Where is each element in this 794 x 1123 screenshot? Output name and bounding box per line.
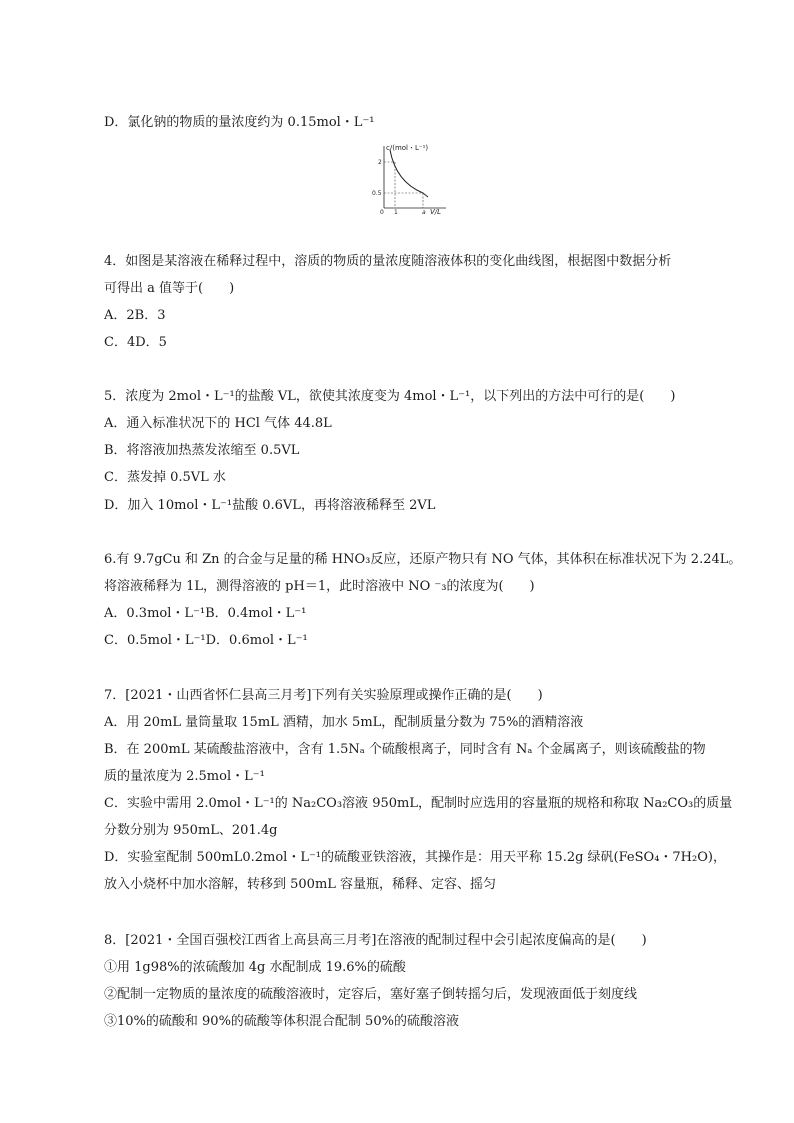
q4-options-cd: C．4D．5 (104, 335, 167, 350)
q6-options-ab: A．0.3mol・L⁻¹B．0.4mol・L⁻¹ (104, 606, 307, 621)
concentration-volume-graph (366, 142, 450, 216)
q8-stem: 8．[2021・全国百强校江西省上高县高三月考]在溶液的配制过程中会引起浓度偏高的是( ) (104, 933, 647, 948)
q8-statement-2: ②配制一定物质的量浓度的硫酸溶液时，定容后，塞好塞子倒转摇匀后，发现液面低于刻度线 (104, 987, 638, 1002)
dilution-curve (390, 150, 428, 197)
q5-option-b: B．将溶液加热蒸发浓缩至 0.5VL (104, 443, 300, 458)
q3-option-d: D．氯化钠的物质的量浓度约为 0.15mol・L⁻¹ (104, 115, 375, 130)
y-tick-0.5: 0.5 (372, 190, 382, 197)
q5-stem: 5．浓度为 2mol・L⁻¹的盐酸 VL，欲使其浓度变为 4mol・L⁻¹，以下列出的方法中可行的是( ) (104, 389, 676, 404)
q5-option-d: D．加入 10mol・L⁻¹盐酸 0.6VL，再将溶液稀释至 2VL (104, 498, 436, 513)
q4-options-ab: A．2B．3 (104, 308, 166, 323)
q5-option-a: A．通入标准状况下的 HCl 气体 44.8L (104, 416, 332, 431)
y-axis-label: c/(mol・L⁻¹) (386, 144, 429, 152)
q7-option-d-line1: D．实验室配制 500mL0.2mol・L⁻¹的硫酸亚铁溶液，其操作是：用天平称 15.2g 绿矾(FeSO₄・7H₂O)， (104, 850, 726, 865)
q8-statement-3: ③10%的硫酸和 90%的硫酸等体积混合配制 50%的硫酸溶液 (104, 1014, 459, 1029)
x-tick-0: 0 (380, 209, 384, 216)
q7-stem: 7．[2021・山西省怀仁县高三月考]下列有关实验原理或操作正确的是( ) (104, 688, 543, 703)
q8-statement-1: ①用 1g98%的浓硫酸加 4g 水配制成 19.6%的硫酸 (104, 960, 406, 975)
q4-stem-line2: 可得出 a 值等于( ) (104, 281, 235, 296)
q7-option-c-line2: 分数分别为 950mL、201.4g (104, 823, 278, 838)
q6-stem-line1: 6.有 9.7gCu 和 Zn 的合金与足量的稀 HNO₃反应，还原产物只有 NO 气体，其体积在标准状况下为 2.24L。 (104, 552, 742, 567)
q7-option-c-line1: C．实验中需用 2.0mol・L⁻¹的 Na₂CO₃溶液 950mL，配制时应选用的容量瓶的规格和称取 Na₂CO₃的质量 (104, 796, 733, 811)
y-tick-2: 2 (378, 159, 382, 166)
x-tick-1: 1 (394, 209, 398, 216)
q7-option-b-line2: 质的量浓度为 2.5mol・L⁻¹ (104, 769, 265, 784)
x-axis-label: V/L (430, 208, 442, 216)
q7-option-d-line2: 放入小烧杯中加水溶解，转移到 500mL 容量瓶，稀释、定容、摇匀 (104, 877, 497, 892)
q6-options-cd: C．0.5mol・L⁻¹D．0.6mol・L⁻¹ (104, 633, 308, 648)
q5-option-c: C．蒸发掉 0.5VL 水 (104, 470, 226, 485)
q7-option-b-line1: B．在 200mL 某硫酸盐溶液中，含有 1.5Nₐ 个硫酸根离子，同时含有 Nₐ 个金属离子，则该硫酸盐的物 (104, 742, 706, 757)
q4-stem-line1: 4．如图是某溶液在稀释过程中，溶质的物质的量浓度随溶液体积的变化曲线图，根据图中数据分析 (104, 254, 672, 269)
x-tick-a: a (422, 209, 426, 216)
q6-stem-line2: 将溶液稀释为 1L，测得溶液的 pH＝1，此时溶液中 NO ⁻₃的浓度为( ) (104, 579, 535, 594)
q7-option-a: A．用 20mL 量筒量取 15mL 酒精，加水 5mL，配制质量分数为 75%的酒精溶液 (104, 715, 584, 730)
